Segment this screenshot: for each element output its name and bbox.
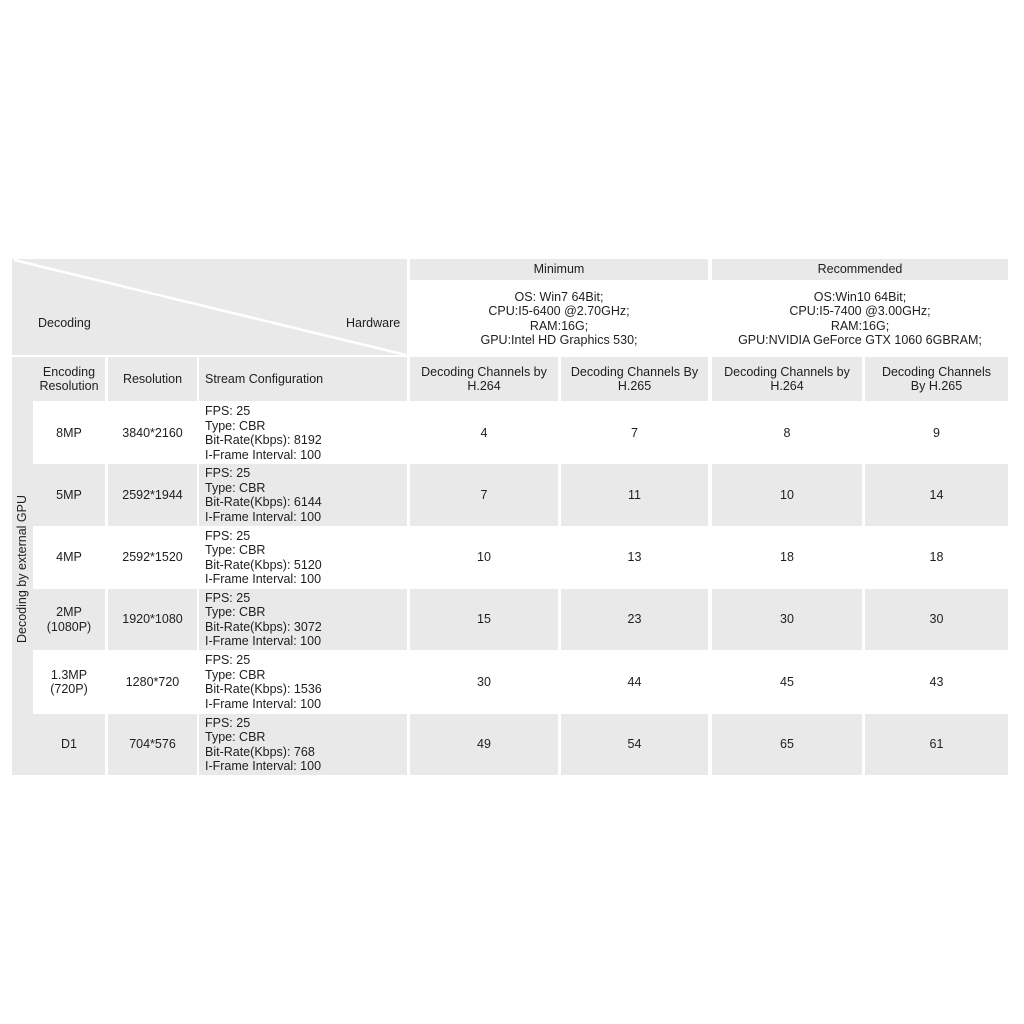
encoding-resolution-cell: 4MP	[33, 527, 105, 588]
recommended-hardware-spec: OS:Win10 64Bit; CPU:I5-7400 @3.00GHz; RAM:16G; GPU:NVIDIA GeForce GTX 1060 6GBRAM;	[712, 282, 1008, 355]
min-h264-channels-cell: 49	[410, 714, 558, 775]
resolution-cell: 1920*1080	[108, 589, 197, 650]
rec-h265-channels-cell: 43	[865, 651, 1008, 713]
rec-h264-channels-cell: 18	[712, 527, 862, 588]
min-h264-channels-cell: 15	[410, 589, 558, 650]
column-header-encoding-resolution: Encoding Resolution	[33, 357, 105, 401]
side-label: Decoding by external GPU	[15, 495, 29, 643]
column-header-resolution: Resolution	[108, 357, 197, 401]
rec-h265-channels-cell: 30	[865, 589, 1008, 650]
rec-h264-channels-cell: 45	[712, 651, 862, 713]
stream-configuration-cell: FPS: 25 Type: CBR Bit-Rate(Kbps): 6144 I-Frame Interval: 100	[199, 464, 407, 526]
corner-label-decoding: Decoding	[38, 316, 91, 330]
resolution-cell: 2592*1520	[108, 527, 197, 588]
column-header-stream-configuration: Stream Configuration	[199, 357, 407, 401]
min-h264-channels-cell: 10	[410, 527, 558, 588]
encoding-resolution-cell: 5MP	[33, 464, 105, 526]
column-header-min-h265: Decoding Channels By H.265	[561, 357, 708, 401]
rec-h264-channels-cell: 65	[712, 714, 862, 775]
encoding-resolution-cell: 2MP (1080P)	[33, 589, 105, 650]
column-header-min-h264: Decoding Channels by H.264	[410, 357, 558, 401]
stream-configuration-cell: FPS: 25 Type: CBR Bit-Rate(Kbps): 5120 I-Frame Interval: 100	[199, 527, 407, 588]
minimum-hardware-spec: OS: Win7 64Bit; CPU:I5-6400 @2.70GHz; RAM:16G; GPU:Intel HD Graphics 530;	[410, 282, 708, 355]
resolution-cell: 704*576	[108, 714, 197, 775]
rec-h265-channels-cell: 61	[865, 714, 1008, 775]
min-h265-channels-cell: 7	[561, 402, 708, 464]
column-header-rec-h265: Decoding Channels By H.265	[865, 357, 1008, 401]
stream-configuration-cell: FPS: 25 Type: CBR Bit-Rate(Kbps): 768 I-Frame Interval: 100	[199, 714, 407, 775]
rec-h265-channels-cell: 14	[865, 464, 1008, 526]
rec-h264-channels-cell: 8	[712, 402, 862, 464]
stream-configuration-cell: FPS: 25 Type: CBR Bit-Rate(Kbps): 1536 I-Frame Interval: 100	[199, 651, 407, 713]
min-h265-channels-cell: 11	[561, 464, 708, 526]
min-h265-channels-cell: 23	[561, 589, 708, 650]
column-header-rec-h264: Decoding Channels by H.264	[712, 357, 862, 401]
stream-configuration-cell: FPS: 25 Type: CBR Bit-Rate(Kbps): 3072 I-Frame Interval: 100	[199, 589, 407, 650]
resolution-cell: 3840*2160	[108, 402, 197, 464]
rec-h265-channels-cell: 18	[865, 527, 1008, 588]
resolution-cell: 1280*720	[108, 651, 197, 713]
min-h265-channels-cell: 44	[561, 651, 708, 713]
rec-h264-channels-cell: 10	[712, 464, 862, 526]
resolution-cell: 2592*1944	[108, 464, 197, 526]
encoding-resolution-cell: D1	[33, 714, 105, 775]
encoding-resolution-cell: 1.3MP (720P)	[33, 651, 105, 713]
min-h264-channels-cell: 7	[410, 464, 558, 526]
min-h264-channels-cell: 4	[410, 402, 558, 464]
min-h264-channels-cell: 30	[410, 651, 558, 713]
group-header-minimum: Minimum	[410, 259, 708, 280]
group-header-recommended: Recommended	[712, 259, 1008, 280]
min-h265-channels-cell: 54	[561, 714, 708, 775]
encoding-resolution-cell: 8MP	[33, 402, 105, 464]
corner-label-hardware: Hardware	[346, 316, 401, 330]
rec-h265-channels-cell: 9	[865, 402, 1008, 464]
rec-h264-channels-cell: 30	[712, 589, 862, 650]
stream-configuration-cell: FPS: 25 Type: CBR Bit-Rate(Kbps): 8192 I-Frame Interval: 100	[199, 402, 407, 464]
min-h265-channels-cell: 13	[561, 527, 708, 588]
